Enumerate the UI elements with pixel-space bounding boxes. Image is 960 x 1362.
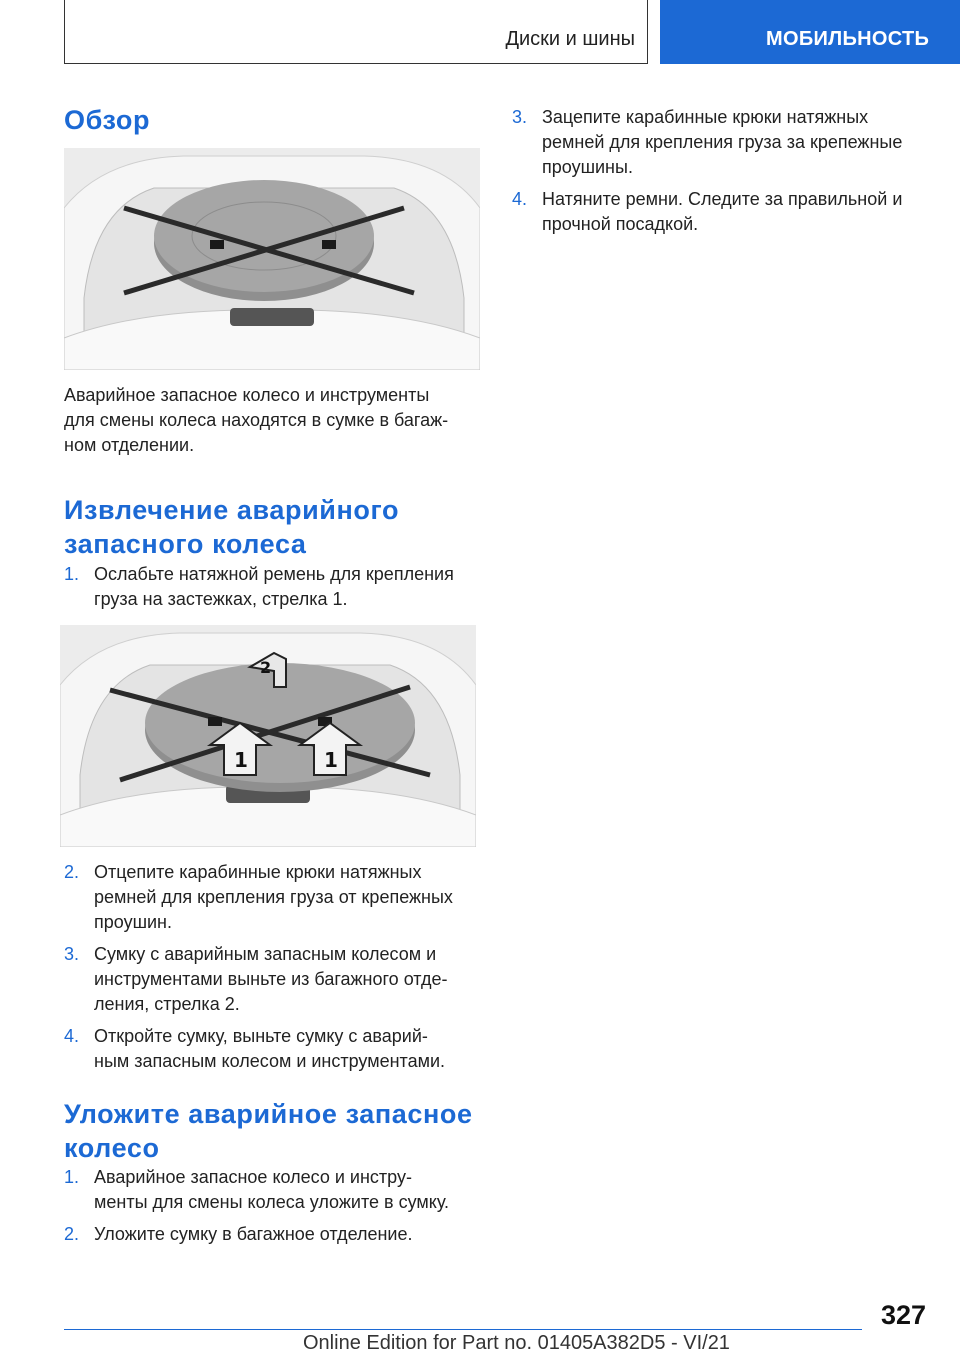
step-line: Откройте сумку, выньте сумку с аварий- bbox=[94, 1026, 428, 1046]
step-line: менты для смены колеса уложите в сумку. bbox=[94, 1192, 450, 1212]
step-line: прочной посадкой. bbox=[542, 214, 699, 234]
overview-line: ном отделении. bbox=[64, 435, 195, 455]
step-line: ным запасным колесом и инструментами. bbox=[94, 1051, 446, 1071]
step-line: Ослабьте натяжной ремень для крепления bbox=[94, 564, 454, 584]
footer-divider bbox=[64, 1329, 862, 1330]
arrow-1-right-label: 1 bbox=[324, 748, 338, 772]
step-number: 2. bbox=[64, 862, 80, 882]
trunk-photo-overview bbox=[64, 148, 480, 370]
removal-heading-line: Извлечение аварийного bbox=[64, 495, 400, 525]
removal-heading bbox=[64, 493, 399, 561]
step-line: ремней для крепления груза от крепежных bbox=[94, 887, 453, 907]
step-line: Аварийное запасное колесо и инстру- bbox=[94, 1167, 412, 1187]
stow-steps bbox=[64, 1165, 484, 1247]
step-line: проушины. bbox=[542, 157, 633, 177]
section-title: Диски и шины bbox=[505, 28, 635, 50]
step-line: Уложите сумку в багажное отделение. bbox=[94, 1224, 413, 1244]
edition-text: Online Edition for Part no. 01405A382D5 - VI/21 bbox=[303, 1332, 730, 1354]
step-number: 4. bbox=[64, 1026, 80, 1046]
chapter-tab[interactable]: МОБИЛЬНОСТЬ bbox=[660, 0, 960, 64]
step-line: Сумку с аварийным запасным колесом и bbox=[94, 944, 437, 964]
page-number: 327 bbox=[880, 1300, 926, 1330]
step-number: 4. bbox=[512, 189, 528, 209]
overview-line: Аварийное запасное колесо и инструменты bbox=[64, 385, 430, 405]
step-line: Отцепите карабинные крюки натяжных bbox=[94, 862, 422, 882]
removal-heading-line: запасного колеса bbox=[64, 529, 307, 559]
stow-heading-line: колесо bbox=[64, 1133, 160, 1163]
arrow-1-left-label: 1 bbox=[234, 748, 248, 772]
step-number: 1. bbox=[64, 1167, 80, 1187]
removal-step-1 bbox=[64, 562, 484, 612]
stow-heading bbox=[64, 1097, 473, 1165]
stow-heading-line: Уложите аварийное запасное bbox=[64, 1099, 473, 1129]
step-line: проушин. bbox=[94, 912, 173, 932]
step-number: 3. bbox=[64, 944, 80, 964]
right-steps bbox=[512, 105, 932, 237]
step-number: 1. bbox=[64, 564, 80, 584]
step-line: ления, стрелка 2. bbox=[94, 994, 240, 1014]
step-line: ремней для крепления груза за крепежные bbox=[542, 132, 903, 152]
trunk-photo-arrows bbox=[60, 625, 476, 847]
removal-steps bbox=[64, 860, 484, 1074]
step-number: 3. bbox=[512, 107, 528, 127]
step-line: Натяните ремни. Следите за правильной и bbox=[542, 189, 903, 209]
step-line: Зацепите карабинные крюки натяжных bbox=[542, 107, 869, 127]
overview-heading: Обзор bbox=[64, 105, 151, 135]
header-frame bbox=[64, 0, 648, 64]
overview-text bbox=[64, 383, 484, 458]
step-line: инструментами выньте из багажного отде- bbox=[94, 969, 448, 989]
overview-line: для смены колеса находятся в сумке в багаж- bbox=[64, 410, 449, 430]
step-number: 2. bbox=[64, 1224, 80, 1244]
step-line: груза на застежках, стрелка 1. bbox=[94, 589, 348, 609]
arrow-2-label: 2 bbox=[260, 658, 272, 677]
